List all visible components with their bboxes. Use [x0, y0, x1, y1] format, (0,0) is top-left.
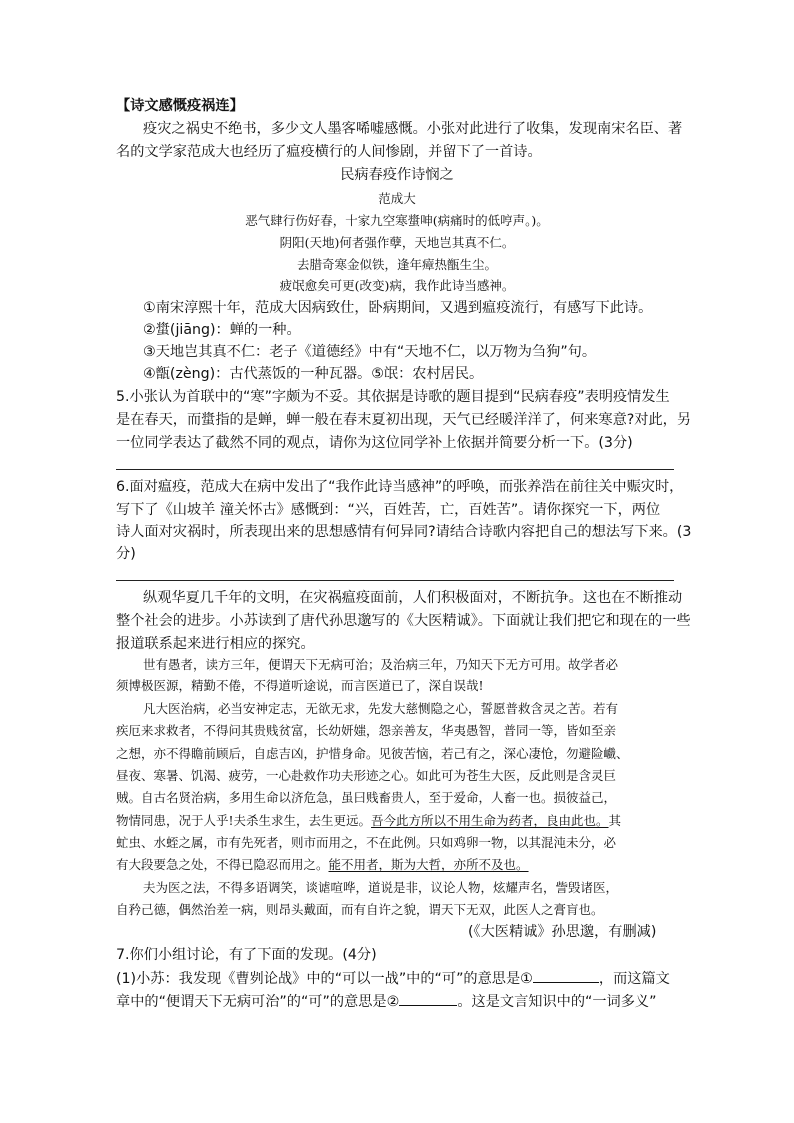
para2-line-3: 报道联系起来进行相应的探究。	[116, 636, 315, 652]
classical-p3-line-2: 自矜己德，偶然治差一病，则昂头戴面，而有自许之貌，谓天下无双，此医人之膏肓也。	[116, 902, 604, 917]
note-4: ④甑(zèng)：古代蒸饭的一种瓦器。⑤氓：农村居民。	[143, 366, 484, 382]
note-3: ③天地岂其真不仁：老子《道德经》中有“天地不仁，以万物为刍狗”句。	[143, 344, 597, 360]
q6-line-3: 诗人面对灾祸时，所表现出来的思想感情有何异同?请结合诗歌内容把自己的想法写下来。(3	[116, 524, 692, 540]
q7-line-3-tail: 。这是文言知识中的“一词多义”	[457, 994, 657, 1010]
intro-line-2: 名的文学家范成大也经历了瘟疫横行的人间惨剧，并留下了一首诗。	[116, 144, 542, 160]
poem-line-2: 阴阳(天地)何者强作孽，天地岂其真不仁。	[279, 235, 515, 250]
classical-p1-line-2: 须博极医源，精勤不倦，不得道听途说，而言医道已了，深自误哉!	[116, 678, 484, 693]
poem-line-3: 去腊奇寒金似铁，逢年瘴热甑生尘。	[296, 257, 497, 272]
classical-p2-line-4: 昼夜、寒暑、饥渴、疲劳，一心赴救作功夫形迹之心。如此可为苍生大医，反此则是含灵巨	[116, 768, 617, 783]
q6-line-1: 6.面对瘟疫，范成大在病中发出了“我作此诗当感神”的呼唤，而张养浩在前往关中赈灾时，	[116, 479, 684, 495]
answer-blank-2[interactable]	[399, 991, 457, 1006]
answer-blank-1[interactable]	[533, 968, 599, 983]
classical-p2-line-8-plain: 有大段要急之处，不得已隐忍而用之。	[116, 857, 329, 872]
q7-line-2	[116, 968, 670, 989]
q5-answer-line[interactable]	[116, 469, 674, 470]
intro-line-1: 疫灾之祸史不绝书，多少文人墨客唏嘘感慨。小张对此进行了收集，发现南宋名臣、著	[143, 121, 683, 137]
q5-line-3: 一位同学表达了截然不同的观点，请你为这位同学补上依据并简要分析一下。(3分)	[116, 435, 633, 451]
classical-p2-line-6-plain: 物情同患，况于人乎!夫杀生求生，去生更远。	[116, 813, 372, 828]
q7-line-2-tail: ，而这篇文	[598, 971, 670, 987]
classical-p2-line-8	[116, 856, 529, 874]
classical-p2-line-5: 贼。自古名贤治病，多用生命以济危急，虽曰贱畜贵人，至于爱命，人畜一也。损彼益己，	[116, 790, 617, 805]
classical-p2-line-6-end: 其	[608, 813, 622, 828]
classical-p3-line-1: 夫为医之法，不得多语调笑，谈谑喧哗，道说是非，议论人物，炫耀声名，訾毁诸医，	[143, 880, 619, 895]
poem-title: 民病春疫作诗悯之	[340, 167, 454, 183]
para2-line-2: 整个社会的进步。小苏读到了唐代孙思邈写的《大医精诚》。下面就让我们把它和现在的一些	[116, 613, 691, 629]
poem-line-1: 恶气肆行伤好春，十家九空寒螀呻(病痛时的低哼声。)。	[245, 213, 549, 228]
note-1: ①南宋淳熙十年，范成大因病致仕，卧病期间，又遇到瘟疫流行，有感写下此诗。	[143, 300, 653, 316]
classical-p2-line-1: 凡大医治病，必当安神定志，无欲无求，先发大慈恻隐之心，誓愿普救含灵之苦。若有	[143, 701, 619, 716]
underlined-sentence-1: 吾今此方所以不用生命为药者，良由此也。	[371, 813, 609, 828]
q7-line-3-text: 章中的“便谓天下无病可治”的“可”的意思是②	[116, 994, 400, 1010]
classical-p2-line-6	[116, 812, 621, 830]
q7-line-2-text: (1)小苏：我发现《曹刿论战》中的“可以一战”中的“可”的意思是①	[116, 971, 533, 987]
section-title: 【诗文感慨疫祸连】	[116, 98, 244, 114]
poem-author: 范成大	[378, 191, 416, 206]
poem-line-4: 疲氓愈矣可更(改变)病，我作此诗当感神。	[279, 278, 515, 293]
classical-p1-line-1: 世有愚者，读方三年，便谓天下无病可治；及治病三年，乃知天下无方可用。故学者必	[143, 657, 619, 672]
classical-p2-line-3: 之想，亦不得瞻前顾后，自虑吉凶，护惜身命。见彼苦恼，若己有之，深心凄怆，勿避险巇、	[116, 746, 629, 761]
classical-p2-line-7: 虻虫、水蛭之属，市有先死者，则市而用之，不在此例。只如鸡卵一物，以其混沌未分，必	[116, 835, 617, 850]
q5-line-2: 是在春天，而螀指的是蝉，蝉一般在春末夏初出现，天气已经暖洋洋了，何来寒意?对此，另	[116, 412, 692, 428]
classical-source: (《大医精诚》孙思邈，有删减)	[468, 924, 657, 940]
note-2: ②螀(jiāng)：蝉的一种。	[143, 322, 301, 338]
q6-line-2: 写下了《山坡羊 潼关怀古》感慨到：“兴，百姓苦，亡，百姓苦”。请你探究一下，两位	[116, 502, 661, 518]
q6-answer-line[interactable]	[116, 580, 674, 581]
classical-p2-line-2: 疾厄来求救者，不得问其贵贱贫富，长幼妍媸，怨亲善友，华夷愚智，普同一等，皆如至亲	[116, 723, 617, 738]
q5-line-1: 5.小张认为首联中的“寒”字颇为不妥。其依据是诗歌的题目提到“民病春疫”表明疫情发生	[116, 389, 670, 405]
q7-line-1: 7.你们小组讨论，有了下面的发现。(4分)	[116, 947, 377, 963]
para2-line-1: 纵观华夏几千年的文明，在灾祸瘟疫面前，人们积极面对，不断抗争。这也在不断推动	[143, 590, 683, 606]
underlined-sentence-2: 能不用者，斯为大哲，亦所不及也。	[328, 857, 529, 872]
q7-line-3	[116, 991, 656, 1012]
q6-line-4: 分)	[116, 546, 136, 562]
